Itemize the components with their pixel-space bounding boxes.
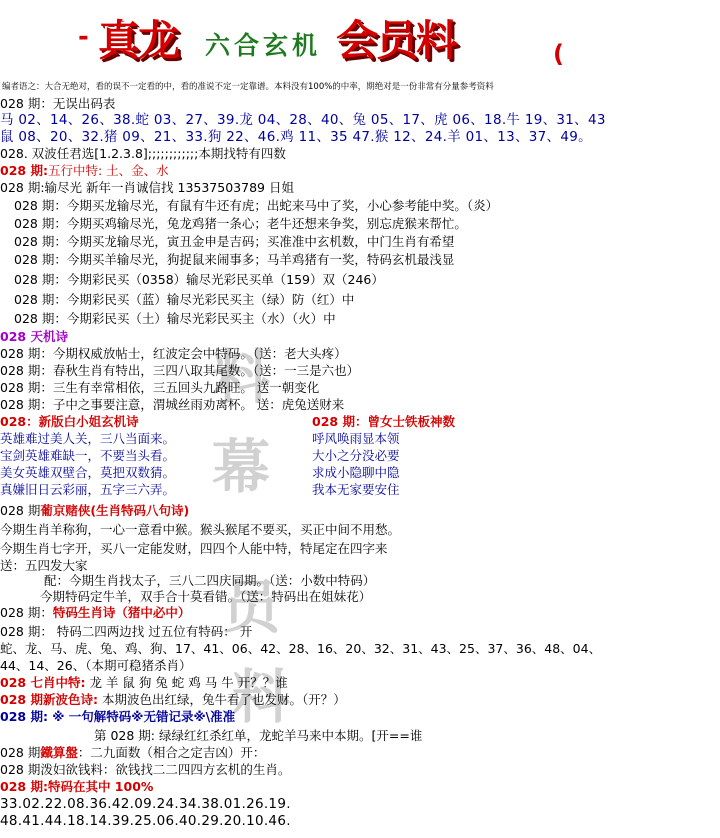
line-gambler-title: 028 期葡京赌侠(生肖特码八句诗) [0, 503, 190, 518]
line-poem-3: 028 期：今期买龙输尽光，寅丑金申是吉码；买准准中玄机数，中门生肖有希望 [14, 234, 455, 249]
line-seven-zodiac: 028 七肖中特: 龙 羊 鼠 狗 兔 蛇 鸡 马 牛 开？？谁 [0, 675, 288, 690]
line-zeng-3: 求成小隐聊中隐 [312, 465, 400, 480]
line-zeng-1: 呼风唤雨显本领 [312, 431, 400, 446]
line-abacus: 028 期鐵算盤：二九面数（相合之定吉凶）开： [0, 745, 266, 760]
line-white-lady-3: 美女英雄双壁合，莫把双数猜。 [0, 465, 176, 480]
title-paren: ( [553, 40, 564, 68]
watermark-char-1: 料 [212, 343, 271, 411]
line-tianji-1: 028 期：今期权威放帖士，红波定会中特码。（送：老大头疼） [0, 346, 347, 361]
watermark-char-4: 料 [232, 663, 291, 731]
line-special-code-1: 33.02.22.08.36.42.09.24.34.38.01.26.19. [0, 796, 291, 812]
line-white-lady-title: 028：新版白小姐玄机诗 [0, 414, 139, 429]
line-tianji-4: 028 期：子中之事要注意，渭城丝雨劝离杯。 送：虎兔送财来 [0, 397, 345, 412]
line-zeng-2: 大小之分没必要 [312, 448, 400, 463]
line-gambler-3: 送：五四发大家 [0, 558, 88, 573]
line-table-title: 028 期：无误出码表 [0, 96, 116, 111]
title-zhenlong: 真龙 [98, 16, 179, 65]
line-poem-6: 028 期：今期彩民买（蓝）输尽光彩民买主（绿）防（红）中 [14, 292, 355, 307]
line-zodiac-numbers-1: 蛇、龙、马、虎、兔、鸡、狗、17、41、06、42、28、16、20、32、31、43、25、37、36、48、04、 [0, 641, 602, 656]
line-number-table-2: 鼠 08、20、32.猪 09、21、33.狗 22、46.鸡 11、35 47.猴 12、24.羊 01、13、37、49。 [0, 129, 592, 145]
line-one-sentence-title: 028 期: ※ 一句解特码※无错记录※\准准 [0, 709, 236, 724]
line-new-wave-color: 028 期新波色诗: 本期波色出红绿，兔牛看了也发财。（开？） [0, 692, 346, 707]
line-white-lady-1: 英雄难过美人关，三八当面来。 [0, 431, 176, 446]
line-poem-7: 028 期：今期彩民买（土）输尽光彩民买主（水）（火）中 [14, 311, 336, 326]
line-zodiac-numbers-2: 44、14、26、（本期可稳猪杀肖） [0, 658, 192, 673]
line-number-table-1: 马 02、14、26、38.蛇 03、27、39.龙 04、28、40、兔 05、17、虎 06、18.牛 19、31、43 [0, 112, 606, 128]
title-dash: - [78, 22, 89, 52]
line-special-code-title: 028 期:特码在其中 100% [0, 779, 154, 794]
line-shrew-money: 028 期泼妇欲钱料：欲钱找二二四四方玄机的生肖。 [0, 762, 291, 777]
line-one-sentence-1: 第 028 期: 绿绿红红杀红单，龙蛇羊马来中本期。[开==谁 [94, 728, 423, 743]
line-tianji-title: 028 天机诗 [0, 329, 68, 344]
line-zodiac-poem-title: 028 期：特码生肖诗（猪中必中） [0, 605, 191, 620]
line-gambler-5: 今期特码定牛羊，双手合十莫看错。（送：特码出在姐妹花） [40, 589, 372, 604]
watermark-char-2: 幕 [212, 433, 271, 501]
line-zodiac-poem-1: 028 期： 特码二四两边找 过五位有特码： 开 [0, 624, 253, 639]
line-tianji-3: 028 期：三生有幸常相依，三五回头九路旺。 送一朝变化 [0, 380, 320, 395]
line-poem-1: 028 期：今期买龙输尽光，有鼠有牛还有虎；出蛇来马中了奖，小心参考能中奖。（炎） [14, 198, 499, 213]
title-liuhe-xuanji: 六合玄机 [205, 31, 322, 60]
line-gambler-2: 今期生肖七字开，买八一定能发财，四四个人能中特，特尾定在四字来 [0, 541, 388, 556]
line-poem-2: 028 期：今期买鸡输尽光，兔龙鸡猪一条心；老牛还想来争奖，别忘虎猴来帮忙。 [14, 216, 467, 231]
line-white-lady-2: 宝剑英雄难缺一，不要当头看。 [0, 448, 176, 463]
line-special-code-2: 48.41.44.18.14.39.25.06.40.29.20.10.46. [0, 813, 291, 829]
line-tianji-2: 028 期：春秋生肖有特出，三四八取其尾数。（送：一三是六也） [0, 363, 360, 378]
line-gambler-4: 配：今期生肖找太子，三八二四庆同期。（送：小数中特码） [44, 573, 376, 588]
page-header [0, 0, 720, 70]
line-zeng-4: 我本无家要安住 [312, 482, 400, 497]
line-poem-5: 028 期：今期彩民买（0358）输尽光彩民买单（159）双（246） [14, 272, 384, 287]
line-gambler-1: 今期生肖羊称狗，一心一意看中猴。猴头猴尾不要买，买正中间不用愁。 [0, 522, 401, 537]
watermark-char-3: 员 [222, 573, 281, 641]
editor-notice: 编者语之：大合无绝对，看的误不一定看的中，看的准说不定一定靠谱。本料没有100%的中率，期绝对是一份非常有分量参考资料 [2, 82, 494, 92]
line-shuchinguang-title: 028 期:输尽光 新年一肖诚信找 13537503789 日姐 [0, 180, 294, 195]
line-zeng-title: 028 期：曾女士铁板神数 [312, 414, 455, 429]
line-poem-4: 028 期：今期买羊输尽光，狗捉鼠来闹事多；马羊鸡猪有一奖，特码玄机最浅显 [14, 252, 455, 267]
line-double-wave: 028. 双波任君选[1.2.3.8];;;;;;;;;;;;本期找特有四数 [0, 146, 286, 161]
title-huiyuanliao: 会员料 [336, 16, 457, 65]
line-white-lady-4: 真嫌旧日云彩丽，五字三六弄。 [0, 482, 176, 497]
line-five-elements: 028 期:五行中特: 土、金、水 [0, 163, 169, 178]
